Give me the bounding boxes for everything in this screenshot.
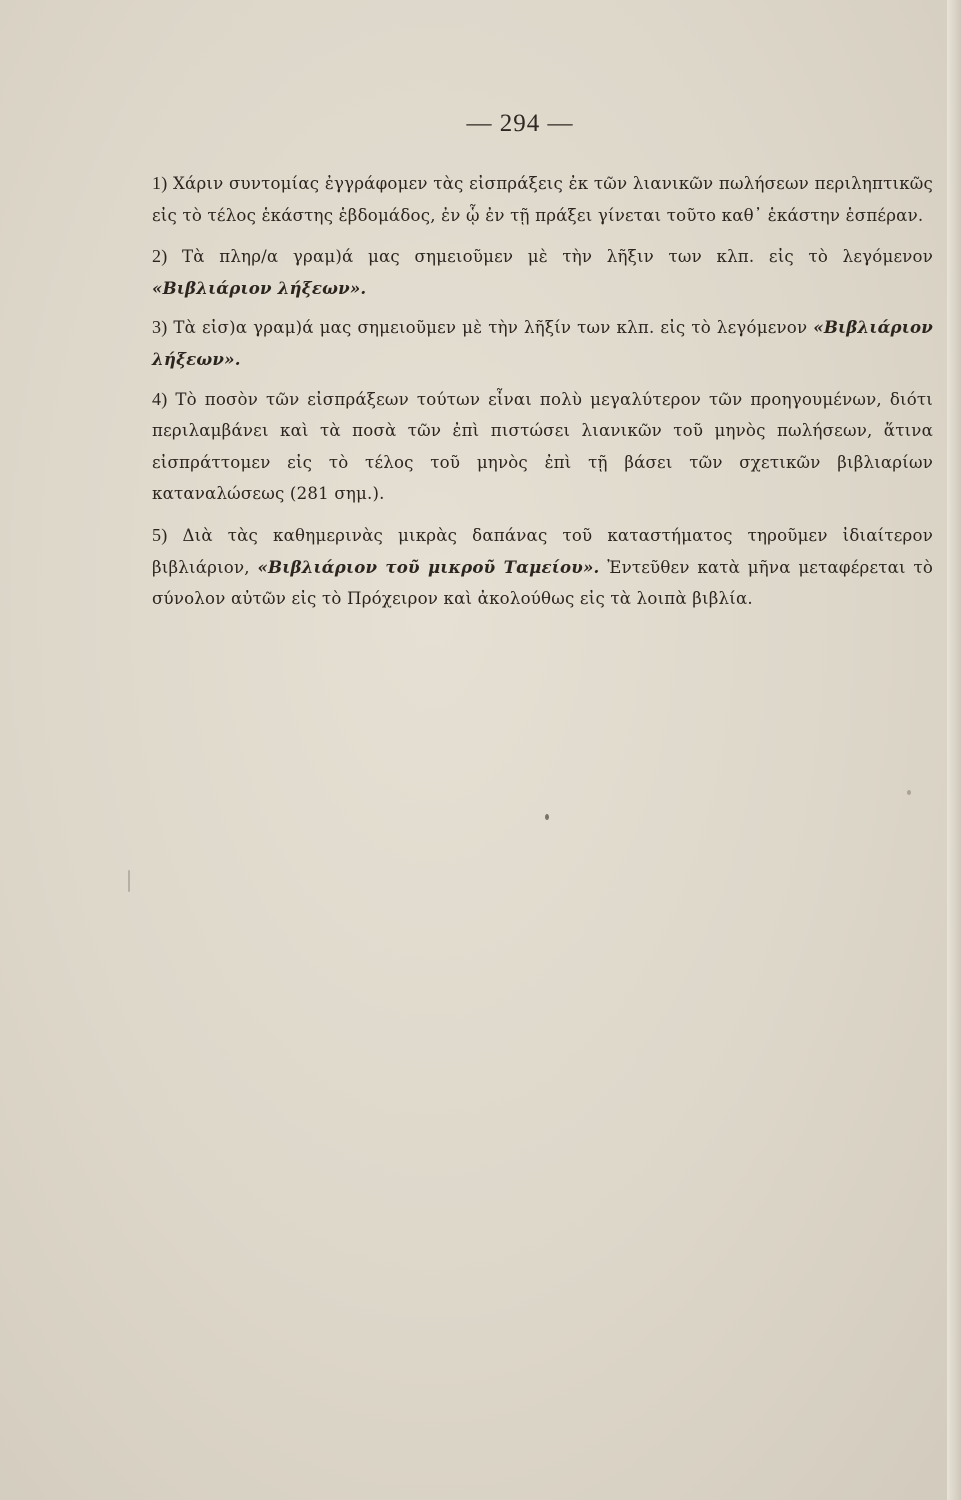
- paragraph-2: [118, 241, 933, 304]
- paragraph-text: Τὸ ποσὸν τῶν εἰσπράξεων τούτων εἶναι πολὺ μεγαλύτερον τῶν προηγουμένων, διότι περιλαμβάνει καὶ τὰ ποσὰ τῶν ἐπὶ πιστώσει λιανικῶν τοῦ μηνὸς πωλήσεων, ἅτινα εἰσπράττομεν εἰς τὸ τέλος τοῦ μηνὸς ἐπὶ τῇ βάσει τῶν σχετικῶν βιβλιαρίων καταναλώσεως (281 σημ.).: [152, 389, 933, 504]
- paragraph-text: Τὰ εἰσ)α γραμ)ά μας σημειοῦμεν μὲ τὴν λῆξίν των κλπ. εἰς τὸ λεγόμενον: [173, 318, 808, 338]
- body-text: [118, 168, 933, 625]
- paragraph-text: Χάριν συντομίας ἐγγράφομεν τὰς εἰσπράξεις ἐκ τῶν λιανικῶν πωλήσεων περιληπτικῶς εἰς τὸ τέλος ἑκάστης ἑβδομάδος, ἐν ᾧ ἐν τῇ πράξει γίνεται τοῦτο καθ᾽ ἑκάστην ἑσπέραν.: [152, 174, 933, 225]
- paragraph-number: 2): [152, 246, 168, 267]
- paragraph-3: [118, 312, 933, 375]
- book-title: «Βιβλιάριον λήξεων».: [152, 277, 367, 298]
- paragraph-text: Τὰ πληρ/α γραμ)ά μας σημειοῦμεν μὲ τὴν λῆξιν των κλπ. εἰς τὸ λεγόμενον: [181, 247, 933, 267]
- paragraph-number: 5): [152, 524, 168, 545]
- scan-speck: [128, 870, 130, 892]
- page-edge: [947, 0, 961, 1500]
- paragraph-number: 3): [152, 317, 168, 338]
- paragraph-text: Διὰ τὰς καθημερινὰς μικρὰς δαπάνας τοῦ καταστήματος τηροῦμεν ἰδιαίτερον βιβλιάριον,: [152, 525, 933, 577]
- paragraph-number: 4): [152, 388, 168, 409]
- paragraph-1: [118, 168, 933, 231]
- paragraph-5: [118, 520, 933, 615]
- paragraph-number: 1): [152, 173, 168, 193]
- scan-speck: [907, 790, 911, 795]
- scan-speck: [545, 814, 549, 820]
- book-title: «Βιβλιάριον τοῦ μικροῦ Ταμείου».: [257, 556, 600, 577]
- paragraph-text: Ἐντεῦθεν κατὰ μῆνα μεταφέρεται τὸ σύνολον αὐτῶν εἰς τὸ Πρόχειρον καὶ ἀκολούθως εἰς τὰ λοιπὰ βιβλία.: [152, 557, 934, 609]
- paragraph-4: [118, 384, 933, 510]
- page-number: — 294 —: [466, 110, 574, 137]
- book-title: «Βιβλιάριον λήξεων».: [152, 317, 933, 369]
